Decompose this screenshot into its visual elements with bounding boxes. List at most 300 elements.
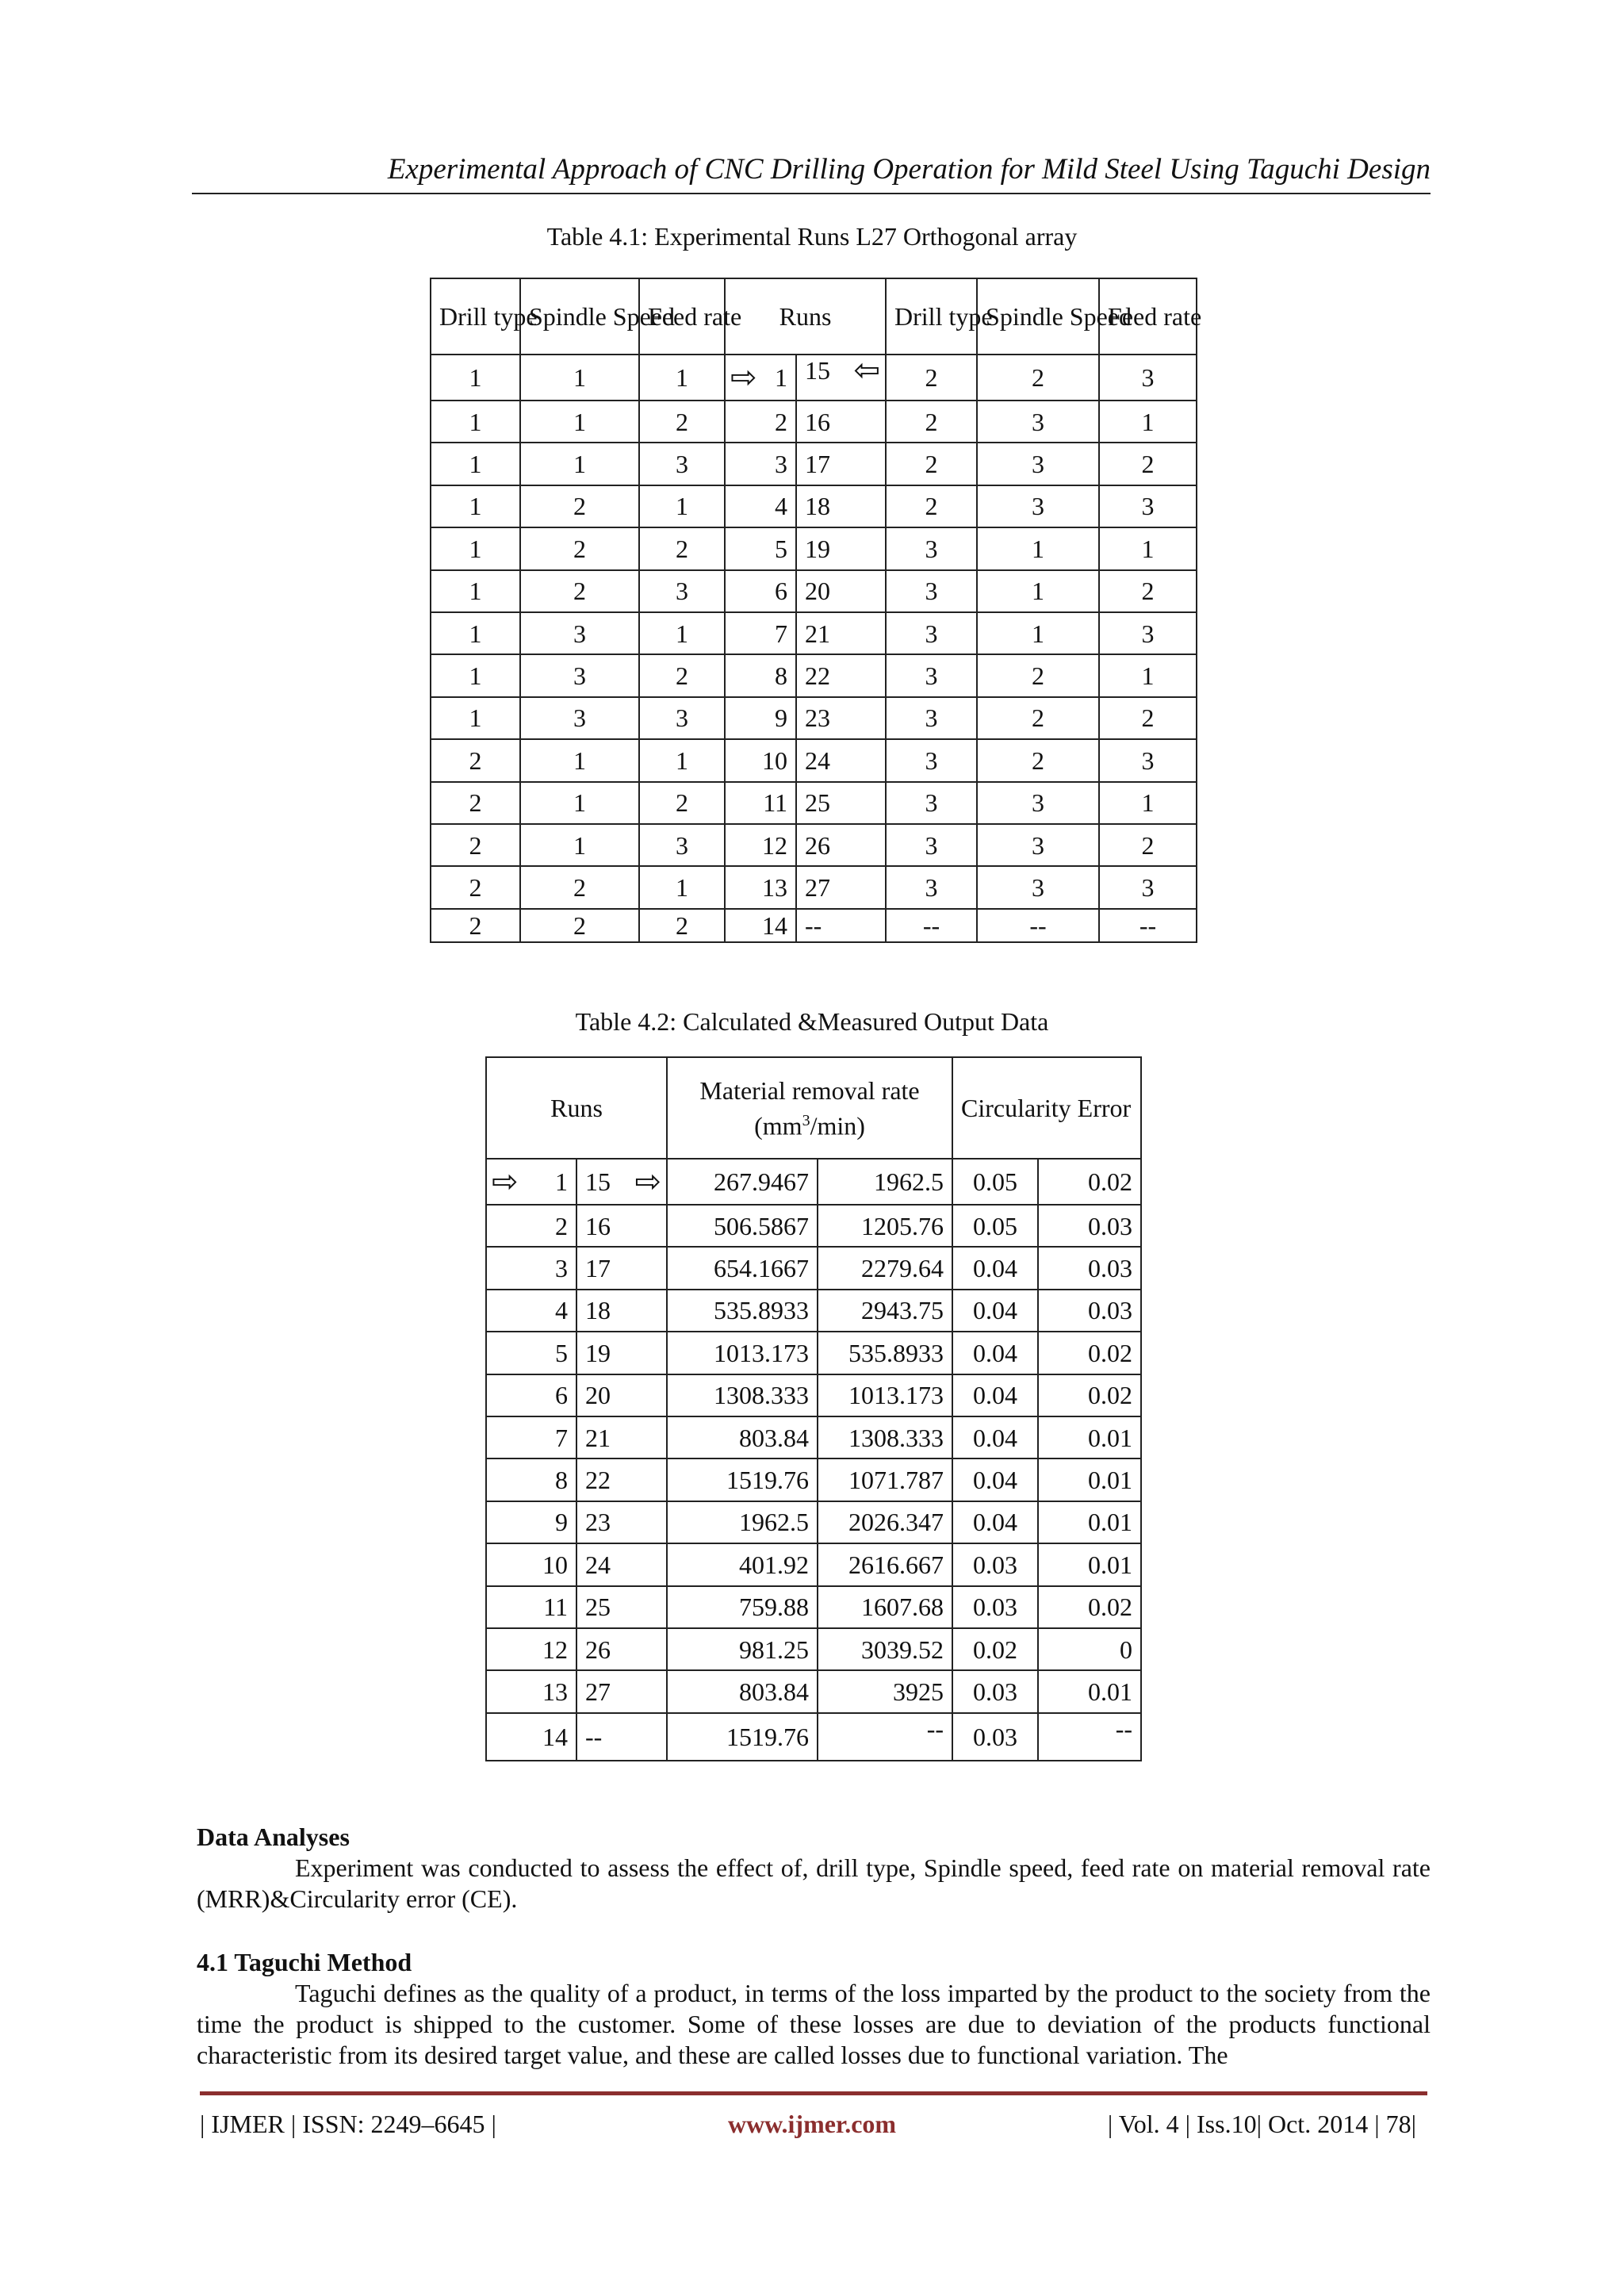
table1-cell-value: 3 — [925, 746, 938, 775]
table1-cell — [796, 866, 886, 908]
table2-cell-value: 0.04 — [973, 1381, 1018, 1410]
table1-cell — [520, 443, 639, 485]
running-header: Experimental Approach of CNC Drilling Operation for Mild Steel Using Taguchi Design — [387, 153, 1431, 186]
table2-cell-value: 0.04 — [973, 1423, 1018, 1452]
table2-header-mrr-label: Material removal rate — [699, 1075, 920, 1105]
table1-cell — [886, 782, 977, 824]
table1-cell — [977, 570, 1099, 612]
table2-cell-value: 11 — [543, 1593, 568, 1622]
table1-cell — [977, 527, 1099, 569]
table1-cell — [725, 570, 796, 612]
table1-cell-value: 2 — [469, 746, 482, 775]
table1-cell-value: 3 — [1141, 363, 1155, 392]
table1-cell — [520, 697, 639, 739]
table-row — [431, 739, 1197, 781]
table1-cell — [1099, 612, 1197, 654]
table2-cell-value: 1308.333 — [714, 1381, 810, 1410]
table1-cell — [796, 697, 886, 739]
table1-cell — [639, 401, 725, 443]
table1-cell — [725, 443, 796, 485]
table2-cell — [486, 1159, 576, 1205]
table1-cell-value: 1 — [573, 830, 586, 860]
table1-cell-value: 3 — [925, 703, 938, 733]
table1-cell-value: 3 — [1141, 872, 1155, 902]
table1-cell-value: 2 — [1032, 703, 1045, 733]
table1-cell-value: 17 — [805, 450, 830, 479]
table2-cell — [1038, 1247, 1141, 1289]
table2-cell-value: 0.01 — [1088, 1466, 1133, 1495]
table1-cell — [977, 401, 1099, 443]
table2-cell-value: 9 — [555, 1508, 568, 1537]
table-row — [486, 1290, 1141, 1332]
table1-cell — [520, 355, 639, 401]
table1-cell-value: 3 — [676, 450, 688, 479]
table2-cell-value: 2616.667 — [848, 1550, 944, 1579]
table-row — [431, 782, 1197, 824]
table2-cell — [576, 1501, 667, 1543]
table2-header-mrr-unit: $(mm^3/\min)$ — [754, 1111, 865, 1140]
table1-cell — [639, 654, 725, 696]
table1-header-spindle-speed-2: Spindle Speed — [977, 278, 1099, 355]
table2-cell — [818, 1159, 952, 1205]
table1-cell-value: 26 — [805, 830, 830, 860]
table2-cell — [1038, 1628, 1141, 1670]
table1-cell — [725, 824, 796, 866]
table1-cell — [796, 654, 886, 696]
table2-cell — [952, 1290, 1038, 1332]
table2-cell-value: 1607.68 — [861, 1593, 944, 1622]
table2-cell-value: 2 — [555, 1211, 568, 1240]
table1-cell — [520, 866, 639, 908]
table2-cell-value: 1308.333 — [848, 1423, 944, 1452]
table2-cell-value: 1519.76 — [726, 1466, 810, 1495]
table-row — [486, 1205, 1141, 1247]
table1-cell — [639, 612, 725, 654]
table1-cell-value: 11 — [763, 788, 787, 818]
table2-cell-value: 17 — [585, 1254, 611, 1283]
table2-cell — [952, 1374, 1038, 1416]
table2-cell — [486, 1205, 576, 1247]
table1-cell-value: 3 — [573, 661, 586, 691]
table2-cell-value: 2943.75 — [861, 1296, 944, 1325]
table2-cell-value: 12 — [542, 1635, 568, 1664]
table2-cell — [818, 1374, 952, 1416]
table2-cell-value: 654.1667 — [714, 1254, 810, 1283]
table1-cell — [796, 570, 886, 612]
table2-cell-value: 0.01 — [1088, 1550, 1133, 1579]
table1-cell-value: 1 — [469, 577, 482, 606]
table1-cell-value: 2 — [573, 910, 586, 940]
table2-cell — [486, 1290, 576, 1332]
table1-cell — [886, 612, 977, 654]
table1-cell-value: 3 — [1141, 492, 1155, 521]
table1-cell-value: 3 — [925, 830, 938, 860]
table1-cell — [977, 485, 1099, 527]
data-analyses-heading: Data Analyses — [197, 1823, 350, 1851]
table2-cell — [667, 1628, 818, 1670]
table2-cell-value: 23 — [585, 1508, 611, 1537]
table2-cell — [667, 1416, 818, 1458]
table2-cell-value: 0.03 — [973, 1722, 1018, 1751]
table1-cell-value: 16 — [805, 407, 830, 436]
table2-cell — [1038, 1713, 1141, 1761]
table1-cell — [639, 824, 725, 866]
table2-cell — [818, 1332, 952, 1374]
table1-cell-value: 3 — [1032, 492, 1045, 521]
table-row — [486, 1543, 1141, 1585]
table1-cell-value: 2 — [469, 788, 482, 818]
table1-cell-value: 25 — [805, 788, 830, 818]
table1-cell — [725, 654, 796, 696]
table-row — [431, 443, 1197, 485]
data-analyses-section — [197, 1822, 1431, 1915]
table2-cell-value: 22 — [585, 1466, 611, 1495]
table1-cell-value: 2 — [469, 872, 482, 902]
table1-cell-value: 1 — [469, 534, 482, 563]
table1-cell-value: 15 — [805, 356, 830, 385]
table2-cell-value: 2026.347 — [848, 1508, 944, 1537]
table1-cell — [725, 866, 796, 908]
table2-cell — [667, 1501, 818, 1543]
table2-cell-value: 0.02 — [1088, 1381, 1133, 1410]
table-row — [431, 570, 1197, 612]
table1-cell-value: 1 — [676, 363, 688, 392]
table2-cell-value: 0.02 — [973, 1635, 1018, 1664]
table2-cell-value: 15 — [585, 1167, 611, 1196]
table2-cell — [667, 1543, 818, 1585]
table1-cell — [796, 782, 886, 824]
table1-cell — [520, 824, 639, 866]
table1-cell-value: 2 — [1032, 661, 1045, 691]
table2-cell-value: 8 — [555, 1466, 568, 1495]
table1-cell-value: 7 — [775, 619, 787, 648]
table1-cell — [639, 443, 725, 485]
table2-cell — [952, 1543, 1038, 1585]
table2-cell — [486, 1501, 576, 1543]
table2-cell-value: 20 — [585, 1381, 611, 1410]
table2-cell-value: 535.8933 — [714, 1296, 810, 1325]
table-row — [486, 1247, 1141, 1289]
table1-cell-value: 3 — [925, 661, 938, 691]
table1-cell — [520, 909, 639, 942]
table1-cell — [725, 401, 796, 443]
table2-cell-value: 0.04 — [973, 1338, 1018, 1367]
table2-cell-value: 1205.76 — [861, 1211, 944, 1240]
table2-caption: Table 4.2: Calculated &Measured Output Data — [575, 1007, 1049, 1036]
table2-cell — [1038, 1543, 1141, 1585]
table2-cell-value: -- — [926, 1714, 944, 1743]
table1-cell-value: 1 — [469, 363, 482, 392]
table1-header-spindle-speed: Spindle Speed — [520, 278, 639, 355]
table2-cell-value: -- — [1115, 1714, 1133, 1743]
table1-cell-value: 3 — [1032, 788, 1045, 818]
table2-cell — [1038, 1586, 1141, 1628]
table2-cell — [667, 1713, 818, 1761]
table2-cell-value: 3039.52 — [861, 1635, 944, 1664]
table1-cell-value: 1 — [1032, 534, 1045, 563]
table2-cell — [952, 1586, 1038, 1628]
table1-cell-value: 2 — [469, 910, 482, 940]
table1-cell — [977, 782, 1099, 824]
table2-cell — [667, 1374, 818, 1416]
table1-cell-value: 1 — [676, 872, 688, 902]
table2-cell — [818, 1586, 952, 1628]
table2-cell — [818, 1501, 952, 1543]
table1-cell-value: 3 — [573, 703, 586, 733]
table2-cell-value: 3925 — [893, 1677, 944, 1706]
table2-cell-value: 0.01 — [1088, 1508, 1133, 1537]
table1-header-feed-rate-2: Feed rate — [1099, 278, 1197, 355]
table1-cell — [725, 697, 796, 739]
table1-cell — [886, 570, 977, 612]
table1-cell-value: 3 — [925, 534, 938, 563]
table1-cell-value: 22 — [805, 661, 830, 691]
table2-cell — [1038, 1458, 1141, 1501]
table2-cell — [576, 1458, 667, 1501]
table1-cell — [520, 782, 639, 824]
table2-cell — [1038, 1332, 1141, 1374]
table2-cell — [818, 1543, 952, 1585]
table1-cell-value: 3 — [1032, 407, 1045, 436]
table1-cell — [1099, 697, 1197, 739]
table1-cell — [520, 527, 639, 569]
table-row — [431, 485, 1197, 527]
table2-cell-value: 5 — [555, 1338, 568, 1367]
table1-cell — [796, 739, 886, 781]
table2-cell — [818, 1670, 952, 1712]
footer-volume-info: | Vol. 4 | Iss.10| Oct. 2014 | 78| — [1107, 2110, 1416, 2138]
footer-journal-info: | IJMER | ISSN: 2249–6645 | — [200, 2110, 496, 2138]
left-arrow-icon: ⇦ — [853, 352, 881, 389]
table1-cell-value: 3 — [1141, 619, 1155, 648]
table1-cell-value: 2 — [676, 661, 688, 691]
table2-cell — [818, 1416, 952, 1458]
table1-cell-value: 3 — [1032, 450, 1045, 479]
table1-cell — [431, 909, 520, 942]
table1-cell-value: 3 — [925, 577, 938, 606]
table1-cell-value: 1 — [573, 746, 586, 775]
table-row — [431, 866, 1197, 908]
table1-cell-value: 1 — [775, 363, 787, 392]
table1-cell — [977, 612, 1099, 654]
data-analyses-paragraph: Experiment was conducted to assess the effect of, drill type, Spindle speed, feed rate on material removal rate (MRR)&Circularity error (CE). — [197, 1853, 1431, 1913]
table1-cell-value: 2 — [925, 407, 938, 436]
table1-cell-value: 2 — [573, 577, 586, 606]
table1-cell — [1099, 401, 1197, 443]
table1-cell-value: 2 — [676, 534, 688, 563]
table1-cell-value: 5 — [775, 534, 787, 563]
table1-cell-value: 2 — [1141, 450, 1155, 479]
right-arrow-icon: ⇨ — [634, 1163, 662, 1200]
table2-cell-value: 267.9467 — [714, 1167, 810, 1196]
table2-cell — [818, 1713, 952, 1761]
table1-cell — [886, 485, 977, 527]
table1-cell — [639, 739, 725, 781]
table2-cell-value: 0 — [1120, 1635, 1133, 1664]
table1-cell-value: 3 — [1032, 830, 1045, 860]
table1-cell — [520, 570, 639, 612]
table2-cell-value: 0.03 — [1088, 1211, 1133, 1240]
table1-cell-value: 2 — [676, 788, 688, 818]
table1-cell-value: 6 — [775, 577, 787, 606]
table-row — [486, 1501, 1141, 1543]
table2-cell-value: 19 — [585, 1338, 611, 1367]
table2-cell-value: 1962.5 — [739, 1508, 810, 1537]
table2-cell — [952, 1458, 1038, 1501]
table2-cell-value: 25 — [585, 1593, 611, 1622]
table2-cell — [818, 1628, 952, 1670]
table1-cell-value: 1 — [676, 746, 688, 775]
table2-cell-value: 535.8933 — [848, 1338, 944, 1367]
table2-cell-value: 1 — [555, 1167, 568, 1196]
table-row — [486, 1713, 1141, 1761]
table1-header-runs: Runs — [725, 278, 886, 355]
table1-cell — [1099, 485, 1197, 527]
table1-cell-value: 2 — [573, 534, 586, 563]
table2-cell — [952, 1501, 1038, 1543]
table1-header-feed-rate: Feed rate — [639, 278, 725, 355]
table1-cell — [977, 739, 1099, 781]
table1-cell — [639, 909, 725, 942]
table1-cell — [431, 570, 520, 612]
table1-header-row — [431, 278, 1197, 355]
table1-cell — [431, 824, 520, 866]
table-row — [431, 401, 1197, 443]
table1-cell — [886, 443, 977, 485]
table2-cell-value: 1519.76 — [726, 1722, 810, 1751]
table1-cell — [639, 697, 725, 739]
table2-cell — [818, 1290, 952, 1332]
table1-cell — [725, 739, 796, 781]
table2-cell — [486, 1628, 576, 1670]
table1-cell — [725, 355, 796, 401]
table-row — [431, 909, 1197, 942]
table2-cell-value: 0.04 — [973, 1508, 1018, 1537]
table1-cell — [639, 570, 725, 612]
table1-cell — [1099, 739, 1197, 781]
table1-cell-value: 2 — [925, 363, 938, 392]
table1-cell-value: 2 — [1141, 577, 1155, 606]
table2-cell — [576, 1416, 667, 1458]
table1-cell — [431, 355, 520, 401]
table2-cell — [576, 1332, 667, 1374]
table1-cell — [520, 401, 639, 443]
table2-cell — [1038, 1416, 1141, 1458]
table1-cell — [639, 527, 725, 569]
table2-cell-value: 1071.787 — [848, 1466, 944, 1495]
table1-header-drill-type-2: Drill type — [886, 278, 977, 355]
table2-cell-value: 0.05 — [973, 1211, 1018, 1240]
header-divider — [192, 193, 1431, 194]
table1-cell — [977, 355, 1099, 401]
table2-cell — [576, 1713, 667, 1761]
table2-cell-value: 6 — [555, 1381, 568, 1410]
table2-cell — [667, 1159, 818, 1205]
table2-cell — [576, 1374, 667, 1416]
table1-cell — [725, 527, 796, 569]
table-row — [486, 1628, 1141, 1670]
table2-cell — [1038, 1159, 1141, 1205]
table2-cell-value: 981.25 — [739, 1635, 810, 1664]
table2-cell — [952, 1416, 1038, 1458]
table1-cell-value: 12 — [762, 830, 787, 860]
table1-cell — [796, 527, 886, 569]
table-row — [431, 612, 1197, 654]
table1-cell — [796, 824, 886, 866]
table1-cell-value: 13 — [762, 872, 787, 902]
table2-cell — [486, 1670, 576, 1712]
table1-cell-value: 3 — [676, 577, 688, 606]
table2-cell-value: 0.02 — [1088, 1338, 1133, 1367]
table1-cell — [725, 485, 796, 527]
table2-header-row — [486, 1057, 1141, 1159]
table1-cell — [725, 909, 796, 942]
table1-cell-value: -- — [1139, 910, 1157, 940]
table1-cell — [1099, 866, 1197, 908]
table2-cell-value: 7 — [555, 1423, 568, 1452]
footer-website-link[interactable]: www.ijmer.com — [727, 2110, 897, 2138]
table2-cell — [486, 1416, 576, 1458]
table1-cell-value: 24 — [805, 746, 830, 775]
table2-cell — [576, 1543, 667, 1585]
table2-cell — [486, 1332, 576, 1374]
table1-cell-value: 2 — [925, 492, 938, 521]
table2-cell — [952, 1332, 1038, 1374]
table2-cell-value: 0.03 — [973, 1593, 1018, 1622]
table1-cell-value: 18 — [805, 492, 830, 521]
table-row — [431, 355, 1197, 401]
table1-cell-value: 9 — [775, 703, 787, 733]
table2-cell — [667, 1458, 818, 1501]
table1-cell-value: 3 — [925, 788, 938, 818]
table1-cell-value: -- — [805, 910, 822, 940]
table1-cell-value: 1 — [573, 450, 586, 479]
table1-cell-value: 1 — [469, 492, 482, 521]
table1-cell-value: 1 — [1032, 619, 1045, 648]
table1 — [430, 278, 1202, 943]
table1-cell — [431, 782, 520, 824]
table1-cell-value: 3 — [775, 450, 787, 479]
table2-cell — [667, 1290, 818, 1332]
table-row — [431, 654, 1197, 696]
table1-cell-value: 3 — [1032, 872, 1045, 902]
table2-cell-value: 27 — [585, 1677, 611, 1706]
table2-cell — [486, 1374, 576, 1416]
table1-cell-value: 2 — [775, 407, 787, 436]
table2-cell — [667, 1247, 818, 1289]
right-arrow-icon: ⇨ — [492, 1163, 519, 1200]
table1-cell — [796, 401, 886, 443]
table1-cell — [977, 909, 1099, 942]
table2-cell-value: 759.88 — [739, 1593, 810, 1622]
table1-cell-value: 3 — [925, 619, 938, 648]
table1-cell — [1099, 527, 1197, 569]
table1-cell — [886, 739, 977, 781]
table2-cell-value: 0.01 — [1088, 1677, 1133, 1706]
table2-cell — [952, 1713, 1038, 1761]
table1-header-drill-type: Drill type — [431, 278, 520, 355]
table1-cell — [796, 352, 886, 401]
table1-cell — [431, 739, 520, 781]
table1-cell — [431, 654, 520, 696]
table1-cell-value: 2 — [1141, 830, 1155, 860]
table1-cell — [520, 654, 639, 696]
table1-cell-value: 2 — [676, 407, 688, 436]
table2-cell-value: 24 — [585, 1550, 611, 1579]
table2-cell-value: 0.01 — [1088, 1423, 1133, 1452]
table2-cell-value: 0.03 — [1088, 1254, 1133, 1283]
table1-cell-value: 20 — [805, 577, 830, 606]
